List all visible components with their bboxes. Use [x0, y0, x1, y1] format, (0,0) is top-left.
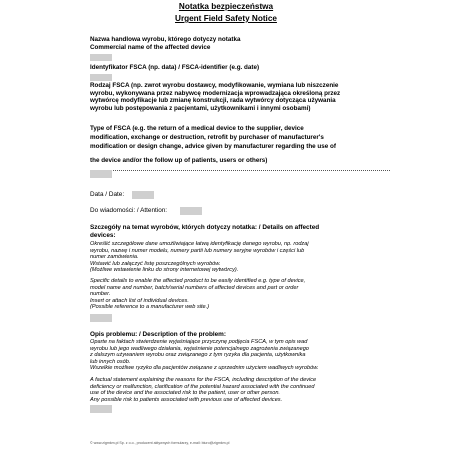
details-en-line: model name and number, batch/serial numbers of affected devices and part or order: [90, 284, 299, 291]
problem-pl-line: Wszelkie możliwe ryzyko dla pacjentów związane z uprzednim użyciem wadliwych wyrobów.: [90, 365, 319, 372]
problem-pl-line: Oparte na faktach stwierdzenie wyjaśniające przyczynę podjęcia FSCA, w tym opis wad: [90, 339, 308, 345]
date-label: Data / Date:: [90, 191, 125, 198]
fsca-type-en: [90, 124, 390, 165]
fsca-type-en-line: modification, exchange or destruction, retrofit by purchaser of manufacturer's: [90, 134, 324, 141]
device-name-field[interactable]: [90, 54, 112, 61]
details-text-en: [90, 278, 390, 311]
details-en-line: Insert or attach list of individual devices.: [90, 297, 189, 304]
fsca-id-field[interactable]: [90, 74, 112, 81]
attention-label: Do wiadomości: / Attention:: [90, 207, 168, 214]
details-pl-line: numer zamówienia.: [90, 254, 139, 261]
details-pl-line: Określić szczegółowe dane umożliwiające łatwą identyfikację danego wyrobu, np. rodzaj: [90, 241, 309, 247]
problem-en-line: Any possible risk to patients associated with previous use of affected devices.: [90, 396, 283, 403]
details-text-pl: [90, 241, 390, 274]
details-en-line: number.: [90, 291, 111, 298]
title-en: Urgent Field Safety Notice: [175, 14, 277, 23]
details-heading-line: devices:: [90, 231, 116, 239]
problem-en-line: use of the device and the associated risk to the patient, user or other person.: [90, 390, 280, 397]
problem-text-en: [90, 377, 390, 403]
fsca-type-pl-line: wyrobu lub postępowania z pacjentami, użytkownikami i innymi osobami): [90, 104, 311, 112]
device-name-label: [90, 36, 390, 51]
attention-field[interactable]: [180, 207, 202, 215]
details-pl-line: Wstawić lub załączyć listę poszczególnych wyrobów.: [90, 260, 221, 267]
problem-pl-line: wyrobu lub jego wadliwego działania, wyjaśnienie potencjalnego zagrożenia związanego: [90, 345, 309, 352]
fsca-id-label: Identyfikator FSCA (np. data) / FSCA-identifier (e.g. date): [90, 64, 260, 71]
details-pl-line: wyrobu, nazwę i numer modelu, numery partii lub numery seryjne wyrobów i części lub: [90, 247, 305, 254]
title-pl: Notatka bezpieczeństwa: [178, 2, 274, 11]
problem-pl-line: z dalszym używaniem wyrobu oraz związanego z tym ryzyka dla pacjenta, użytkownika: [90, 352, 306, 359]
device-name-pl: Nazwa handlowa wyrobu, którego dotyczy notatka: [90, 36, 241, 43]
date-field[interactable]: [132, 191, 154, 199]
fsca-type-pl-line: Rodzaj FSCA (np. zwrot wyrobu dostawcy, modyfikowanie, wymiana lub niszczenie: [90, 82, 339, 89]
fsca-type-field-box[interactable]: [90, 170, 112, 178]
problem-field[interactable]: [90, 405, 112, 413]
problem-text-pl: [90, 339, 390, 372]
problem-heading: Opis problemu: / Description of the problem:: [90, 331, 226, 338]
problem-pl-line: lub innych osób.: [90, 358, 131, 365]
fsca-type-field[interactable]: [90, 170, 390, 171]
fsca-type-pl: [90, 82, 390, 112]
details-heading: [90, 224, 390, 239]
fsca-type-pl-line: wyrobu, wykonywana przez nabywcę modernizacja wprowadzająca określoną przez: [90, 89, 341, 97]
fsca-type-en-line: Type of FSCA (e.g. the return of a medical device to the supplier, device: [90, 125, 304, 132]
problem-en-line: deficiency or malfunction, clarification of the potential hazard associated with the continued: [90, 383, 315, 390]
details-heading-line: Szczegóły na temat wyrobów, których dotyczy notatka: / Details on affected: [90, 224, 320, 231]
details-field[interactable]: [90, 314, 112, 322]
problem-en-line: A factual statement explaining the reasons for the FSCA, including description of the device: [90, 377, 317, 383]
fsca-type-pl-line: wytwórcę modyfikacje lub zmianę konstrukcji, rada wytwórcy dotycząca używania: [90, 97, 336, 105]
fsca-type-en-line: modification or design change, advice given by manufacturer regarding the use of: [90, 143, 336, 150]
details-en-line: (Possible reference to a manufacturer web site.): [90, 304, 210, 311]
device-name-en: Commercial name of the affected device: [90, 43, 211, 51]
details-pl-line: (Możliwe wstawienie linku do strony internetowej wytwórcy).: [90, 267, 239, 274]
details-en-line: Specific details to enable the affected product to be easily identified e.g. type of device,: [90, 278, 306, 284]
fsca-type-en-line: the device and/or the follow up of patients, users or others): [90, 157, 268, 164]
footer-note: © www.zigmkm.pl Sp. z o.o., producent aktywnych formularzy, e-mail: biuro@zigmkm.pl: [90, 441, 230, 445]
